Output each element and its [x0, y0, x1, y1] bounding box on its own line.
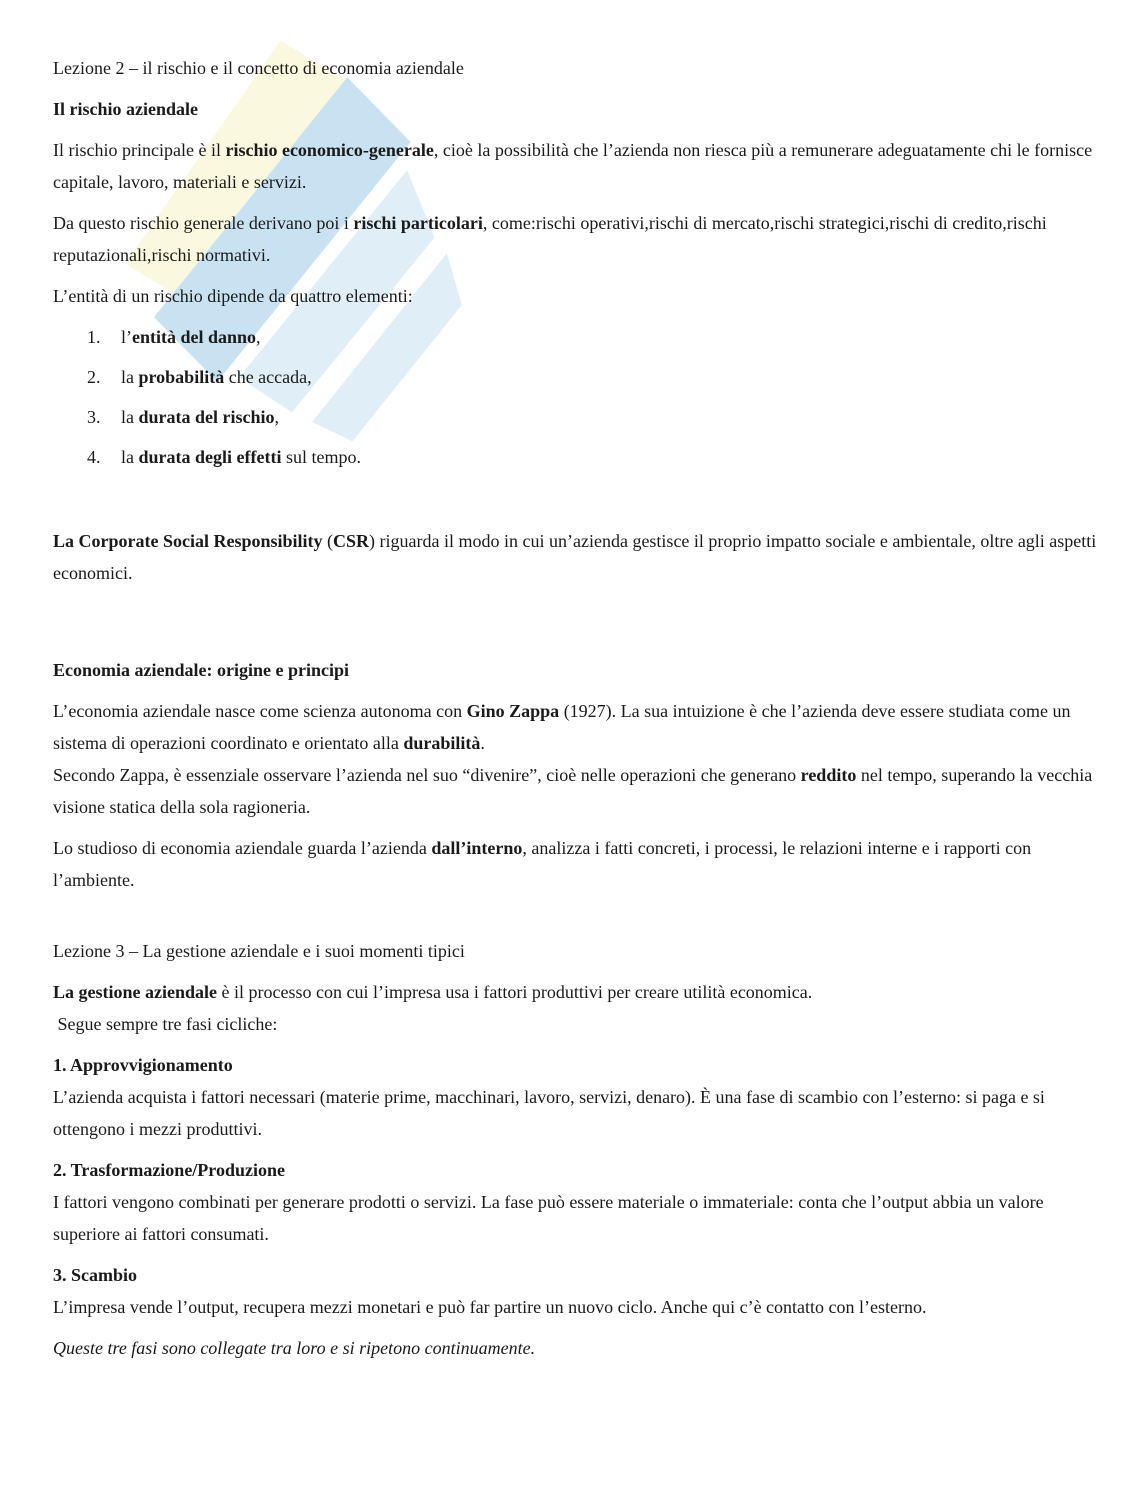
paragraph-divenire: Secondo Zappa, è essenziale osservare l’azienda nel suo “divenire”, cioè nelle operazioni che generano reddito nel tempo, superando la vecchia visione statica della sola ragioneria.: [53, 765, 1093, 817]
paragraph-gestione-aziendale: La gestione aziendale è il processo con cui l’impresa usa i fattori produttivi per creare utilità economica.: [53, 982, 813, 1002]
paragraph-rischio-principale: Il rischio principale è il rischio economico-generale, cioè la possibilità che l’azienda non riesca più a remunerare adeguatamente chi le fornisce capitale, lavoro, materiali e servizi.: [53, 140, 1093, 192]
phase-2-title: 2. Trasformazione/Produzione: [53, 1160, 285, 1180]
paragraph-origine-zappa: L’economia aziendale nasce come scienza autonoma con Gino Zappa (1927). La sua intuizione è che l’azienda deve essere studiata come un sistema di operazioni coordinato e orientato alla durabilità.: [53, 701, 1071, 753]
paragraph-csr: La Corporate Social Responsibility (CSR) riguarda il modo in cui un’azienda gestisce il proprio impatto sociale e ambientale, oltre agli aspetti economici.: [53, 531, 1097, 583]
list-item: 4. la durata degli effetti sul tempo.: [87, 447, 361, 467]
phase-3-title: 3. Scambio: [53, 1265, 138, 1285]
list-item: 3. la durata del rischio,: [87, 407, 280, 427]
phase-3-text: L’impresa vende l’output, recupera mezzi monetari e può far partire un nuovo ciclo. Anche qui c’è contatto con l’esterno.: [53, 1297, 927, 1317]
risk-elements-list: [53, 321, 1103, 481]
phase-1-text: L’azienda acquista i fattori necessari (materie prime, macchinari, lavoro, servizi, denaro). È una fase di scambio con l’esterno: si paga e si ottengono i mezzi produttivi.: [53, 1087, 1045, 1139]
heading-rischio-aziendale: Il rischio aziendale: [53, 99, 198, 119]
paragraph-studioso: Lo studioso di economia aziendale guarda l’azienda dall’interno, analizza i fatti concreti, i processi, le relazioni interne e i rapporti con l’ambiente.: [53, 838, 1032, 890]
phase-1-title: 1. Approvvigionamento: [53, 1055, 233, 1075]
closing-note: Queste tre fasi sono collegate tra loro e si ripetono continuamente.: [53, 1338, 536, 1358]
lesson-2-title: Lezione 2 – il rischio e il concetto di economia aziendale: [53, 58, 464, 78]
list-item: 2. la probabilità che accada,: [87, 367, 312, 387]
paragraph-entita-rischio: L’entità di un rischio dipende da quattro elementi:: [53, 286, 413, 306]
phase-2-text: I fattori vengono combinati per generare prodotti o servizi. La fase può essere materiale o immateriale: conta che l’output abbia un valore superiore ai fattori consumati.: [53, 1192, 1044, 1244]
lesson-3-title: Lezione 3 – La gestione aziendale e i suoi momenti tipici: [53, 941, 465, 961]
heading-economia-aziendale: Economia aziendale: origine e principi: [53, 660, 349, 680]
document-page: [53, 52, 1103, 1373]
list-item: 1. l’entità del danno,: [87, 327, 261, 347]
paragraph-rischi-particolari: Da questo rischio generale derivano poi i rischi particolari, come:rischi operativi,rischi di mercato,rischi strategici,rischi di credito,rischi reputazionali,rischi normativi.: [53, 213, 1047, 265]
paragraph-fasi-cicliche: Segue sempre tre fasi cicliche:: [53, 1014, 278, 1034]
